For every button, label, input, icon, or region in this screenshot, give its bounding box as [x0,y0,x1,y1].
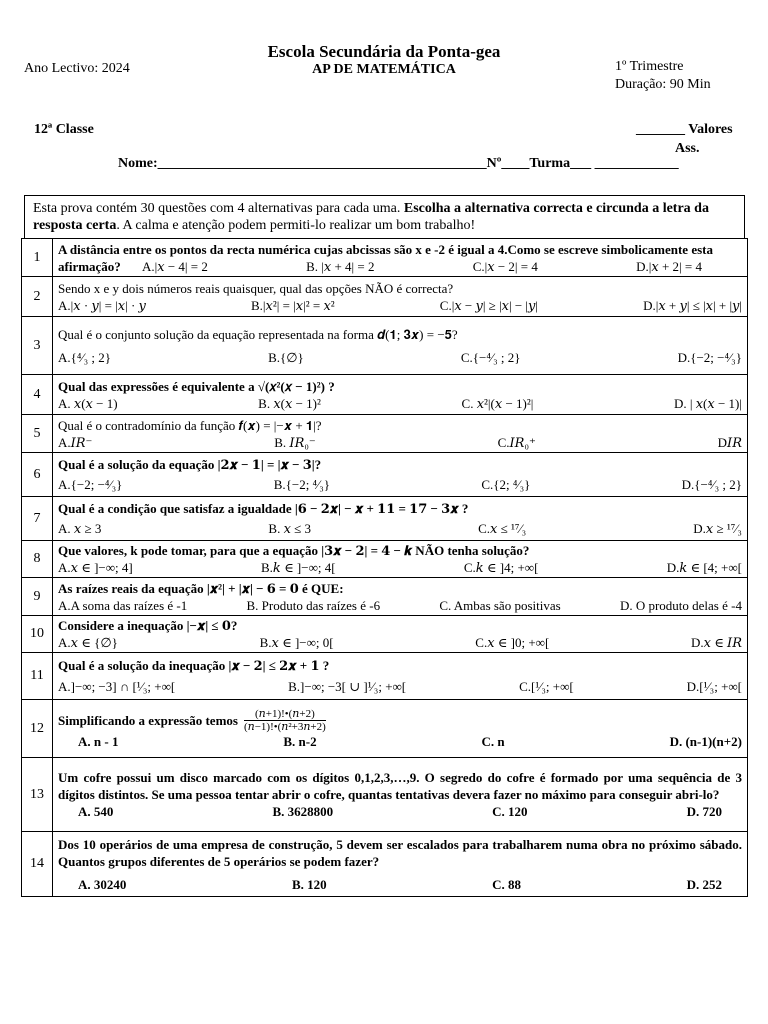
question-cell [53,541,748,578]
question-row [22,758,748,832]
question-row [22,497,748,541]
option-a[interactable]: A. 𝑥(𝑥 − 1) [58,395,118,411]
option-c[interactable]: C.{2; ⁴⁄₃} [481,477,531,492]
question-row [22,453,748,497]
trimester: 1º Trimestre [615,59,684,74]
option-a[interactable]: A.{−2; −⁴⁄₃} [58,477,123,492]
question-number: 11 [22,653,53,700]
option-d[interactable]: D.[¹⁄₃; +∞[ [686,679,742,694]
question-cell [53,758,748,832]
option-b[interactable]: B. 𝐼𝑅₀⁻ [274,434,316,450]
option-d[interactable]: D.|𝑥 + 𝑦| ≤ |𝑥| + |𝑦| [643,297,742,313]
question-text: Sendo x e y dois números reais quaisquer, qual das opções NÃO é correcta? [58,280,454,296]
question-text: Qual é a condição que satisfaz a igualdade |𝟔 − 𝟐𝒙| − 𝒙 + 𝟏𝟏 = 𝟏𝟕 − 𝟑𝒙 ? [58,501,469,516]
option-b[interactable]: B. n-2 [283,733,317,749]
option-b[interactable]: B. Produto das raízes é -6 [246,597,381,613]
question-row [22,578,748,616]
option-a[interactable]: A. n - 1 [78,733,119,749]
option-b[interactable]: B.𝑘 ∈ ]−∞; 4[ [261,560,336,575]
option-b[interactable]: B.{−2; ⁴⁄₃} [273,477,331,492]
question-row [22,700,748,758]
duration: Duração: 90 Min [615,77,711,92]
class-label: 12ª Classe [34,122,94,137]
question-number: 8 [22,541,53,578]
fraction-numerator: (𝑛+1)!•(𝑛+2) [244,708,326,721]
option-c[interactable]: C. 𝑥²|(𝑥 − 1)²| [461,395,534,411]
question-row [22,415,748,453]
question-number: 3 [22,317,53,375]
question-number: 12 [22,700,53,758]
question-text: As raízes reais da equação |𝒙²| + |𝒙| − 𝟔 = 𝟎 é QUE: [58,580,344,596]
option-b[interactable]: B.]−∞; −3[ ∪ ]¹⁄₃; +∞[ [288,679,407,694]
question-text: Que valores, k pode tomar, para que a equação |𝟑𝒙 − 𝟐| = 𝟒 − 𝒌 NÃO tenha solução? [58,543,530,558]
question-cell [53,497,748,541]
option-d[interactable]: D. O produto delas é -4 [619,597,742,613]
question-number: 2 [22,277,53,317]
question-cell [53,616,748,653]
values-field: _______ Valores [636,122,733,137]
option-a[interactable]: A.|𝑥 − 4| = 2 [142,258,208,274]
question-number: 1 [22,239,53,277]
option-c[interactable]: C.𝑥 ∈ ]0; +∞[ [475,635,550,650]
student-info-line: Nome:_______________________________________________Nº____Turma___ ____________ [118,156,679,171]
option-a[interactable]: A. 𝑥 ≥ 3 [58,521,102,536]
option-a[interactable]: A.{⁴⁄₃ ; 2} [58,349,111,365]
option-d[interactable]: D. | 𝑥(𝑥 − 1)| [673,395,742,411]
question-text: A distância entre os pontos da recta numérica cujas abcissas são x e -2 é igual a 4.Como se escreve simbolicamente esta afirmação? [58,241,713,274]
option-c[interactable]: C.{−⁴⁄₃ ; 2} [460,349,521,365]
question-cell [53,578,748,616]
question-number: 9 [22,578,53,616]
question-number: 5 [22,415,53,453]
option-a[interactable]: A.𝑥 ∈ {∅} [58,635,118,650]
question-cell [53,375,748,415]
option-d[interactable]: D. 720 [686,804,722,819]
option-b[interactable]: B. 120 [291,876,327,892]
option-d[interactable]: D.𝑘 ∈ [4; +∞[ [666,560,742,575]
option-c[interactable]: C. 88 [492,876,522,892]
question-row [22,832,748,897]
question-cell [53,239,748,277]
question-text: Qual das expressões é equivalente a √(𝑥²(𝑥 − 1)²) ? [58,378,335,394]
instructions-part3: . A calma e atenção podem permiti-lo realizar um bom trabalho! [116,218,476,233]
questions-table [21,238,748,897]
option-a[interactable]: A.|𝑥 · 𝑦| = |𝑥| · 𝑦 [58,297,146,313]
instructions-box [24,195,745,239]
option-c[interactable]: C.|𝑥 − 𝑦| ≥ |𝑥| − |𝑦| [439,297,538,313]
question-number: 10 [22,616,53,653]
question-row [22,541,748,578]
option-c[interactable]: C.𝑘 ∈ ]4; +∞[ [463,560,539,575]
option-a[interactable]: A. 30240 [78,876,127,892]
question-number: 13 [22,758,53,832]
question-cell [53,277,748,317]
option-c[interactable]: C. n [481,733,505,749]
exam-subject: AP DE MATEMÁTICA [312,62,456,77]
option-d[interactable]: D𝐼𝑅 [717,434,742,450]
question-cell [53,453,748,497]
question-text: Qual é a solução da equação |𝟐𝒙 − 𝟏| = |𝒙 − 𝟑|? [58,457,322,472]
question-row [22,317,748,375]
option-c[interactable]: C.𝐼𝑅₀⁺ [497,434,536,450]
option-d[interactable]: D.𝑥 ∈ 𝐼𝑅 [690,635,742,650]
question-text: Qual é o conjunto solução da equação representada na forma 𝒅(𝟏; 𝟑𝒙) = −𝟓? [58,326,458,342]
question-text: Qual é o contradomínio da função 𝒇(𝒙) = |−𝒙 + 𝟏|? [58,417,322,433]
option-b[interactable]: B.|𝑥²| = |𝑥|² = 𝑥² [251,297,335,313]
question-number: 6 [22,453,53,497]
question-cell [53,700,748,758]
question-number: 7 [22,497,53,541]
instructions-part1: Esta prova contém 30 questões com 4 alternativas para cada uma. [33,201,401,216]
option-a[interactable]: A.𝐼𝑅⁻ [58,434,93,450]
question-cell [53,653,748,700]
signature-label: Ass. [675,141,700,156]
option-d[interactable]: D.{−2; −⁴⁄₃} [677,349,742,365]
question-cell [53,415,748,453]
question-text: Um cofre possui um disco marcado com os dígitos 0,1,2,3,…,9. O segredo do cofre é formado por uma sequência de 3 dígitos distintos. Se uma pessoa tentar abrir o cofre, quantas tentativas devera fazer no máximo para conseguir abri-lo? [58,770,742,802]
option-d[interactable]: D.|𝑥 + 2| = 4 [636,258,702,274]
option-d[interactable]: D. 252 [686,876,722,892]
question-row [22,239,748,277]
option-b[interactable]: B. |𝑥 + 4| = 2 [306,258,375,274]
option-b[interactable]: B. 𝑥(𝑥 − 1)² [258,395,321,411]
option-d[interactable]: D.{−⁴⁄₃ ; 2} [681,477,742,492]
school-name: Escola Secundária da Ponta-gea [267,42,501,61]
option-d[interactable]: D. (n-1)(n+2) [669,733,742,749]
option-a[interactable]: A.]−∞; −3] ∩ [¹⁄₃; +∞[ [58,679,176,694]
question-text: Qual é a solução da inequação |𝒙 − 𝟐| ≤ 𝟐𝒙 + 𝟏 ? [58,658,330,673]
option-c[interactable]: C. Ambas são positivas [439,597,561,613]
option-c[interactable]: C. 120 [492,804,528,819]
option-a[interactable]: A.A soma das raízes é -1 [58,597,188,613]
academic-year: Ano Lectivo: 2024 [24,61,130,76]
option-b[interactable]: B. 𝑥 ≤ 3 [268,521,312,536]
fraction-expression [244,708,326,733]
option-c[interactable]: C.𝑥 ≤ ¹⁷⁄₃ [478,521,527,536]
fraction-denominator: (𝑛−1)!•(𝑛²+3𝑛+2) [243,720,326,733]
option-c[interactable]: C.|𝑥 − 2| = 4 [472,258,538,274]
question-text: Dos 10 operários de uma empresa de construção, 5 devem ser escalados para trabalharem numa obra no próximo sábado. Quantos grupos diferentes de 5 operários se podem fazer? [58,836,742,869]
option-b[interactable]: B. 3628800 [272,804,334,819]
option-b[interactable]: B.{∅} [268,349,304,365]
question-row [22,277,748,317]
option-d[interactable]: D.𝑥 ≥ ¹⁷⁄₃ [693,521,742,536]
option-a[interactable]: A.𝑥 ∈ ]−∞; 4] [58,560,133,575]
question-row [22,653,748,700]
question-number: 4 [22,375,53,415]
question-text: Simplificando a expressão temos [58,712,238,728]
question-text: Considere a inequação |−𝒙| ≤ 𝟎? [58,618,238,633]
question-cell [53,317,748,375]
question-row [22,616,748,653]
instructions-part2: Escolha a alternativa correcta e circunda a letra da resposta certa [33,201,709,233]
question-number: 14 [22,832,53,897]
option-b[interactable]: B.𝑥 ∈ ]−∞; 0[ [259,635,334,650]
question-row [22,375,748,415]
question-cell [53,832,748,897]
option-c[interactable]: C.[¹⁄₃; +∞[ [519,679,574,694]
option-a[interactable]: A. 540 [78,804,114,819]
